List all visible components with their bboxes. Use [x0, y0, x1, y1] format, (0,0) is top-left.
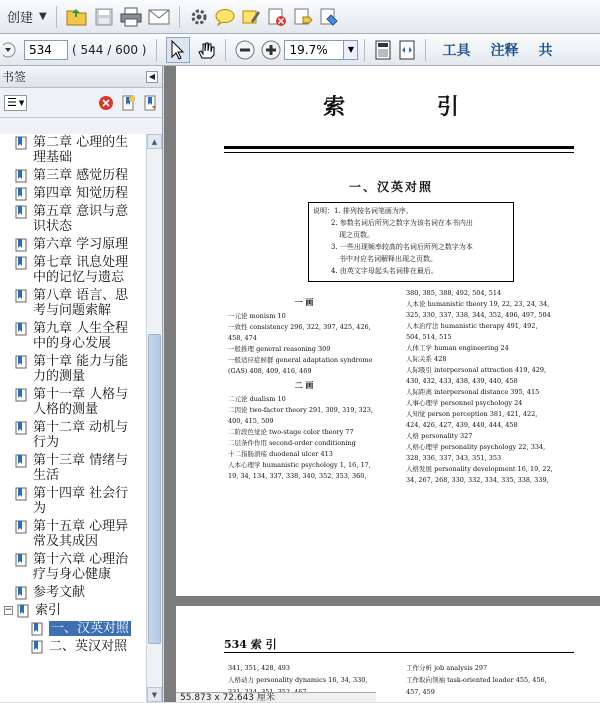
hand-tool-button[interactable]	[196, 37, 216, 63]
delete-icon	[267, 7, 287, 27]
separator	[425, 39, 426, 61]
chevron-down-icon: ▼	[18, 98, 25, 107]
options-icon: ☰	[7, 96, 17, 109]
bookmark-icon	[14, 454, 28, 468]
collapse-panel-icon[interactable]: ◀	[146, 71, 158, 83]
bookmark-icon	[14, 355, 28, 369]
bookmark-list	[0, 134, 147, 702]
index-entry: 二因论 two-factor theory 291, 309, 319, 323,	[228, 406, 373, 414]
bookmark-item[interactable]	[0, 485, 147, 518]
index-entry: 人格 personality 327	[406, 432, 473, 440]
bookmark-icon	[14, 256, 28, 270]
index-entry: 380, 385, 388, 492, 504, 514	[406, 289, 502, 297]
email-button[interactable]	[148, 4, 170, 30]
index-entry: 人本治疗法 humanistic therapy 491, 492,	[406, 322, 538, 330]
zoom-out-button[interactable]	[235, 37, 255, 63]
comment-menu[interactable]: 注释	[490, 42, 519, 59]
index-entry: 人体工学 human engineering 24	[406, 344, 509, 352]
index-entry: 人格动力 personality dynamics 16, 34, 330,	[228, 676, 368, 684]
index-entry: 一致性 consistency 296, 322, 397, 425, 426,	[228, 323, 371, 331]
index-entry: 人事心理学 personnel psychology 24	[406, 399, 523, 407]
new-bookmark-icon[interactable]	[120, 95, 136, 111]
separator	[364, 39, 365, 61]
share-menu[interactable]: 共	[538, 42, 553, 59]
highlighter-icon	[241, 7, 261, 27]
document-page-next	[176, 606, 600, 702]
index-column-left	[228, 294, 380, 482]
bookmark-item[interactable]	[0, 320, 147, 353]
bookmark-icon	[14, 187, 28, 201]
bookmark-label: 第十章 能力与能 力的测量	[33, 354, 129, 384]
highlight-button[interactable]	[241, 4, 261, 30]
tag-button[interactable]	[293, 4, 313, 30]
bookmark-icon	[14, 322, 28, 336]
stroke-group-heading: 二 画	[294, 380, 314, 390]
separator	[56, 6, 57, 28]
zoom-dropdown-icon[interactable]: ▼	[344, 40, 358, 60]
header-rule	[224, 652, 574, 653]
bookmark-label: 第七章 讯息处理 中的记忆与遗忘	[33, 255, 129, 285]
page-header: 534 索 引	[224, 638, 277, 651]
notes-box	[308, 202, 514, 282]
bookmark-label: 第六章 学习原理	[33, 237, 129, 252]
separator	[225, 39, 226, 61]
cursor-arrow-icon	[169, 40, 187, 60]
index-entry: 工作取向领袖 task-oriented leader 455, 456,	[406, 676, 547, 684]
scroll-up-icon[interactable]: ▲	[147, 134, 162, 149]
bookmark-label: 第十二章 动机与 行为	[33, 420, 129, 450]
zoom-input[interactable]: 19.7%	[284, 40, 344, 60]
bookmark-item[interactable]	[0, 518, 147, 551]
page-number-input[interactable]	[24, 40, 68, 60]
tag-icon	[293, 7, 313, 27]
index-entry: 人本心理学 humanistic psychology 1, 16, 17,	[228, 461, 371, 469]
note-line: 现之页数。	[339, 231, 374, 239]
fit-page-icon	[374, 40, 392, 60]
index-column-right	[406, 288, 574, 486]
bookmark-icon	[14, 553, 28, 567]
separator	[179, 6, 180, 28]
bookmark-label: 第十三章 情绪与 生活	[33, 453, 129, 483]
save-button[interactable]	[94, 4, 114, 30]
index-entry: 341, 351, 428, 493	[228, 664, 291, 672]
note-line: 3. 一些出现频率较高的名词后所列之数字为本	[331, 243, 473, 251]
bookmark-item[interactable]	[0, 185, 147, 203]
printer-icon	[120, 7, 142, 27]
bookmark-icon	[14, 487, 28, 501]
expand-bookmark-icon[interactable]	[142, 95, 158, 111]
section-title: 一、汉英对照	[348, 180, 433, 194]
bookmark-icon	[14, 205, 28, 219]
separator	[156, 39, 157, 61]
options-dropdown[interactable]	[4, 95, 27, 111]
index-entry: 一般推理 general reasoning 309	[228, 345, 331, 353]
index-entry: 人际距离 interpersonal distance 395, 415	[406, 388, 540, 396]
index-entry: 二层条件作用 second-order conditioning	[228, 439, 356, 447]
bookmark-label: 第三章 感觉历程	[33, 168, 129, 183]
bookmark-item[interactable]	[0, 419, 147, 452]
create-label: 创建	[7, 11, 34, 26]
document-view[interactable]	[164, 66, 600, 702]
bookmark-item[interactable]	[0, 353, 147, 386]
bookmark-label: 第十四章 社会行 为	[33, 486, 129, 516]
index-entry: 457, 459	[406, 688, 435, 696]
index-entry: 400, 415, 509	[228, 417, 274, 425]
bookmark-item-index[interactable]	[0, 602, 147, 620]
index-column-right	[406, 662, 574, 698]
note-line: 2. 参数名词后所列之数字为该名词在本书内出	[331, 219, 473, 227]
index-entry: 十二指肠溃疡 duodenal ulcer 413	[228, 450, 333, 458]
note-line: 书中对应名词解释出现之页数。	[339, 255, 437, 263]
zoom-in-button[interactable]	[261, 37, 281, 63]
bookmark-icon	[30, 622, 44, 636]
bookmark-icon	[14, 586, 28, 600]
index-entry: 人格发展 personality development 16, 19, 22,	[406, 465, 553, 473]
page-down-button[interactable]	[3, 37, 21, 63]
arrow-down-circle-icon	[3, 41, 21, 59]
index-entry: 325, 330, 337, 338, 344, 352, 496, 497, 504	[406, 311, 551, 319]
index-entry: 424, 426, 427, 439, 440, 444, 458	[406, 421, 518, 429]
chevron-down-icon: ▼	[39, 11, 47, 22]
bookmark-icon	[14, 421, 28, 435]
bookmark-item[interactable]	[0, 254, 147, 287]
index-entry: 一般适应症候群 general adaptation syndrome	[228, 356, 373, 364]
bookmark-item[interactable]	[0, 287, 147, 320]
bookmark-item[interactable]	[0, 584, 147, 602]
bookmark-subitem[interactable]	[0, 638, 147, 656]
bookmark-label: 二、英汉对照	[49, 639, 128, 654]
fit-width-icon	[398, 40, 416, 60]
bookmark-label: 第九章 人生全程 中的身心发展	[33, 321, 129, 351]
index-entry: 504, 514, 515	[406, 333, 452, 341]
speech-bubble-icon	[215, 8, 235, 26]
stamp-button[interactable]	[319, 4, 339, 30]
folder-open-icon	[66, 7, 88, 27]
index-entry: 34, 267, 268, 330, 332, 334, 335, 338, 339,	[406, 476, 549, 484]
bookmark-label: 一、汉英对照	[51, 621, 130, 636]
select-tool-button[interactable]	[166, 37, 190, 63]
bookmark-icon	[14, 169, 28, 183]
index-entry: 人际吸引 interpersonal attraction 419, 429,	[406, 366, 547, 374]
index-entry: 人格心理学 personality psychology 22, 334,	[406, 443, 546, 451]
bookmark-scrollbar[interactable]	[146, 134, 162, 702]
bookmark-subitem[interactable]	[0, 620, 147, 638]
index-entry: 430, 432, 433, 438, 439, 440, 458	[406, 377, 518, 385]
bookmark-label: 第四章 知觉历程	[33, 186, 129, 201]
fit-page-button[interactable]	[374, 37, 392, 63]
fit-width-button[interactable]	[398, 37, 416, 63]
note-line: 说明：1. 排列按名词笔画为序。	[313, 207, 413, 215]
index-entry: 人知觉 person perception 381, 421, 422,	[406, 410, 538, 418]
bookmark-item[interactable]	[0, 452, 147, 485]
tools-menu[interactable]: 工具	[442, 42, 471, 59]
bookmark-label: 第十一章 人格与 人格的测量	[33, 387, 129, 417]
plus-circle-icon	[261, 40, 281, 60]
bookmark-item[interactable]	[0, 203, 147, 236]
stroke-group-heading: 一 画	[294, 297, 314, 307]
bookmark-label: 第五章 意识与意 识状态	[33, 204, 129, 234]
bookmark-label: 参考文献	[33, 585, 86, 600]
bookmark-icon	[14, 238, 28, 252]
bookmark-icon	[14, 388, 28, 402]
bookmark-icon	[14, 520, 28, 534]
index-entry: 人本论 humanistic theory 19, 22, 23, 24, 34,	[406, 300, 550, 308]
bookmark-label: 第十五章 心理异 常及其成因	[33, 519, 129, 549]
delete-bookmark-icon[interactable]	[98, 95, 114, 111]
bookmark-label: 索引	[35, 603, 62, 618]
page-count-label: ( 544 / 600 )	[72, 42, 147, 57]
bookmark-icon	[14, 289, 28, 303]
open-button[interactable]	[66, 4, 88, 30]
bookmark-item[interactable]	[0, 551, 147, 584]
main-toolbar	[0, 0, 600, 34]
title-rule	[224, 146, 574, 149]
index-entry: 458, 474	[228, 334, 257, 342]
print-button[interactable]	[120, 4, 142, 30]
bookmark-icon	[30, 640, 44, 654]
index-entry: 二阶段色觉论 two-stage color theory 77	[228, 428, 354, 436]
index-entry: (GAS) 408, 409, 416, 469	[228, 367, 312, 375]
bookmark-icon	[16, 604, 30, 618]
envelope-icon	[148, 8, 170, 26]
bookmark-label: 第十六章 心理治 疗与身心健康	[33, 552, 129, 582]
bookmarks-panel-header	[0, 66, 162, 88]
create-menu[interactable]	[3, 4, 47, 30]
index-entry: 一元论 monism 10	[228, 312, 286, 320]
scroll-down-icon[interactable]: ▼	[147, 687, 162, 702]
settings-button[interactable]	[189, 4, 209, 30]
bookmarks-panel	[0, 66, 163, 702]
page-title: 索 引	[323, 94, 501, 120]
page-dimensions: 55.873 x 72.643 厘米	[176, 692, 376, 702]
scrollbar-thumb[interactable]	[148, 334, 161, 644]
title-rule-thin	[224, 152, 574, 153]
index-entry: 人际关系 428	[406, 355, 447, 363]
index-entry: 工作分析 job analysis 297	[406, 664, 488, 672]
index-entry: 二元论 dualism 10	[228, 395, 286, 403]
bookmark-item[interactable]	[0, 386, 147, 419]
bookmark-icon	[14, 136, 28, 150]
index-entry: 328, 336, 337, 343, 351, 353	[406, 454, 502, 462]
minus-circle-icon	[235, 40, 255, 60]
bookmarks-toolbar	[0, 88, 162, 118]
bookmark-item[interactable]	[0, 134, 147, 167]
index-entry: 19, 34, 134, 337, 338, 340, 352, 353, 360,	[228, 472, 367, 480]
bookmark-label: 第八章 语言、思 考与问题索解	[33, 288, 129, 318]
bookmarks-panel-title: 书签	[2, 70, 27, 84]
gear-icon	[189, 7, 209, 27]
save-icon	[94, 7, 114, 27]
navigation-toolbar	[0, 34, 600, 66]
stamp-icon	[319, 7, 339, 27]
bookmark-item[interactable]	[0, 236, 147, 254]
bookmark-label: 第二章 心理的生 理基础	[33, 135, 129, 165]
document-page	[176, 66, 600, 596]
delete-annotation-button[interactable]	[267, 4, 287, 30]
hand-icon	[196, 40, 216, 60]
collapse-icon[interactable]: −	[4, 605, 13, 615]
note-line: 4. 由英文字母起头名词排在最后。	[331, 267, 438, 275]
bookmark-item[interactable]	[0, 167, 147, 185]
comment-button[interactable]	[215, 4, 235, 30]
